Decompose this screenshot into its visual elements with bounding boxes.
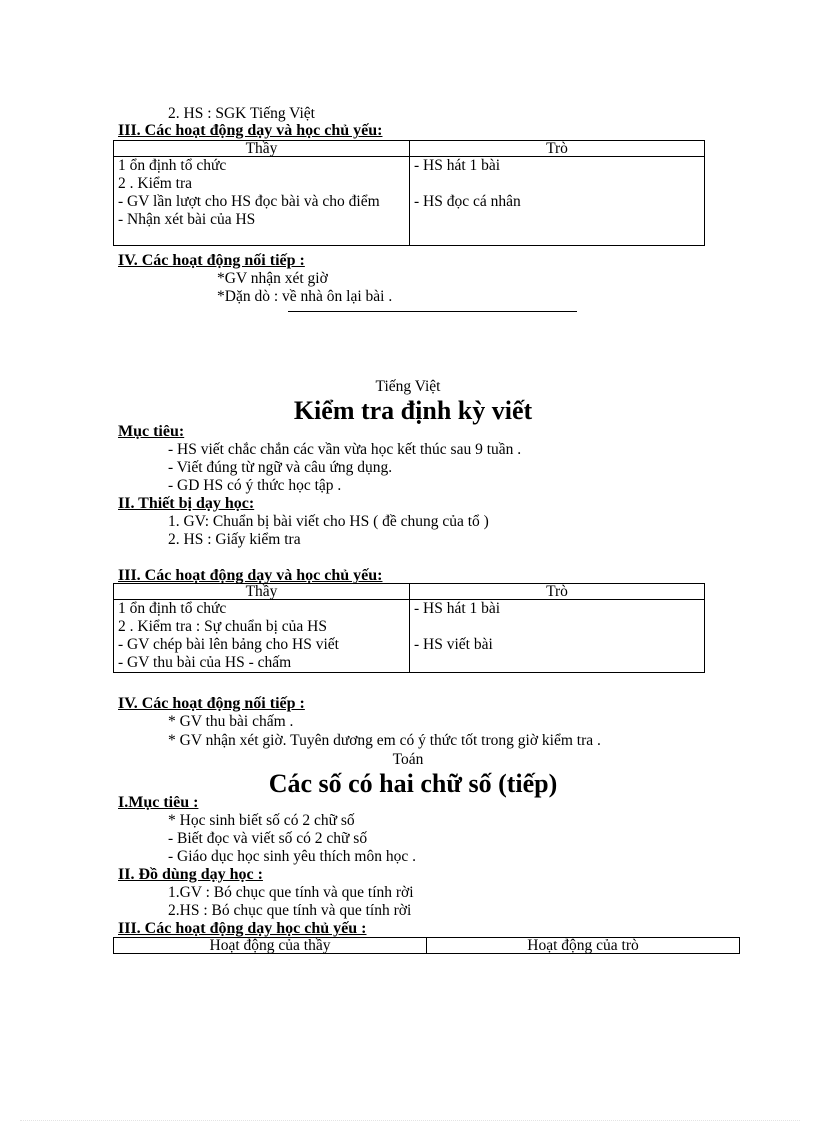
teacher-line: - GV chép bài lên bảng cho HS viết bbox=[118, 636, 339, 653]
subject-label: Toán bbox=[392, 751, 424, 768]
student-line: - HS đọc cá nhân bbox=[414, 193, 521, 210]
table-header-student: Trò bbox=[410, 141, 705, 157]
heading-goals: I.Mục tiêu : bbox=[118, 794, 199, 811]
table-header-student: Trò bbox=[410, 584, 705, 600]
next-activity-line: *Dặn dò : về nhà ôn lại bài . bbox=[217, 288, 393, 305]
equipment-item-hs: 2. HS : SGK Tiếng Việt bbox=[168, 105, 315, 122]
lesson-title: Kiểm tra định kỳ viết bbox=[293, 396, 533, 425]
teacher-line: 2 . Kiểm tra : Sự chuẩn bị của HS bbox=[118, 618, 328, 635]
goal-line: - Biết đọc và viết số có 2 chữ số bbox=[168, 830, 368, 847]
table-header-teacher: Thầy bbox=[114, 141, 410, 157]
teacher-cell bbox=[114, 600, 410, 673]
equipment-line: 2. HS : Giấy kiểm tra bbox=[168, 531, 301, 548]
equipment-line: 1. GV: Chuẩn bị bài viết cho HS ( đề chung của tổ ) bbox=[168, 513, 489, 530]
table-header-student: Hoạt động của trò bbox=[427, 938, 740, 954]
subject-label: Tiếng Việt bbox=[375, 378, 441, 395]
teacher-line: - Nhận xét bài của HS bbox=[118, 211, 256, 228]
heading-activities: III. Các hoạt động dạy học chủ yếu : bbox=[118, 920, 367, 937]
equipment-line: 2.HS : Bó chục que tính và que tính rời bbox=[168, 902, 412, 919]
heading-next-activities: IV. Các hoạt động nối tiếp : bbox=[118, 695, 305, 712]
next-activity-line: * GV nhận xét giờ. Tuyên dương em có ý thức tốt trong giờ kiểm tra . bbox=[168, 732, 601, 749]
lesson-table-1 bbox=[113, 140, 705, 246]
table-header-teacher: Hoạt động của thầy bbox=[114, 938, 427, 954]
student-cell bbox=[410, 600, 705, 673]
heading-next-activities: IV. Các hoạt động nối tiếp : bbox=[118, 252, 305, 269]
lesson-table-2 bbox=[113, 583, 705, 673]
student-line: - HS viết bài bbox=[414, 636, 493, 653]
goal-line: - GD HS có ý thức học tập . bbox=[168, 477, 342, 494]
heading-equipment: II. Thiết bị dạy học: bbox=[118, 495, 255, 512]
teacher-line: - GV lần lượt cho HS đọc bài và cho điểm bbox=[118, 193, 380, 210]
goal-line: - HS viết chắc chắn các vần vừa học kết thúc sau 9 tuần . bbox=[168, 441, 522, 458]
goal-line: - Viết đúng từ ngữ và câu ứng dụng. bbox=[168, 459, 393, 476]
next-activity-line: * GV thu bài chấm . bbox=[168, 713, 294, 730]
table-header-teacher: Thầy bbox=[114, 584, 410, 600]
heading-goals: Mục tiêu: bbox=[118, 423, 185, 440]
goal-line: - Giáo dục học sinh yêu thích môn học . bbox=[168, 848, 416, 865]
section-divider bbox=[288, 311, 577, 312]
student-cell bbox=[410, 157, 705, 246]
teacher-line: 1 ổn định tổ chức bbox=[118, 157, 227, 174]
equipment-line: 1.GV : Bó chục que tính và que tính rời bbox=[168, 884, 414, 901]
teacher-cell bbox=[114, 157, 410, 246]
goal-line: * Học sinh biết số có 2 chữ số bbox=[168, 812, 355, 829]
page-bottom-border bbox=[20, 1120, 800, 1121]
heading-activities: III. Các hoạt động dạy và học chủ yếu: bbox=[118, 122, 383, 139]
student-line: - HS hát 1 bài bbox=[414, 600, 501, 617]
student-line: - HS hát 1 bài bbox=[414, 157, 501, 174]
lesson-table-3 bbox=[113, 937, 740, 954]
teacher-line: 2 . Kiểm tra bbox=[118, 175, 193, 192]
heading-activities: III. Các hoạt động dạy và học chủ yếu: bbox=[118, 567, 383, 584]
lesson-title: Các số có hai chữ số (tiếp) bbox=[268, 769, 558, 798]
next-activity-line: *GV nhận xét giờ bbox=[217, 270, 328, 287]
teacher-line: - GV thu bài của HS - chấm bbox=[118, 654, 292, 671]
teacher-line: 1 ổn định tổ chức bbox=[118, 600, 227, 617]
heading-equipment: II. Đồ dùng dạy học : bbox=[118, 866, 263, 883]
